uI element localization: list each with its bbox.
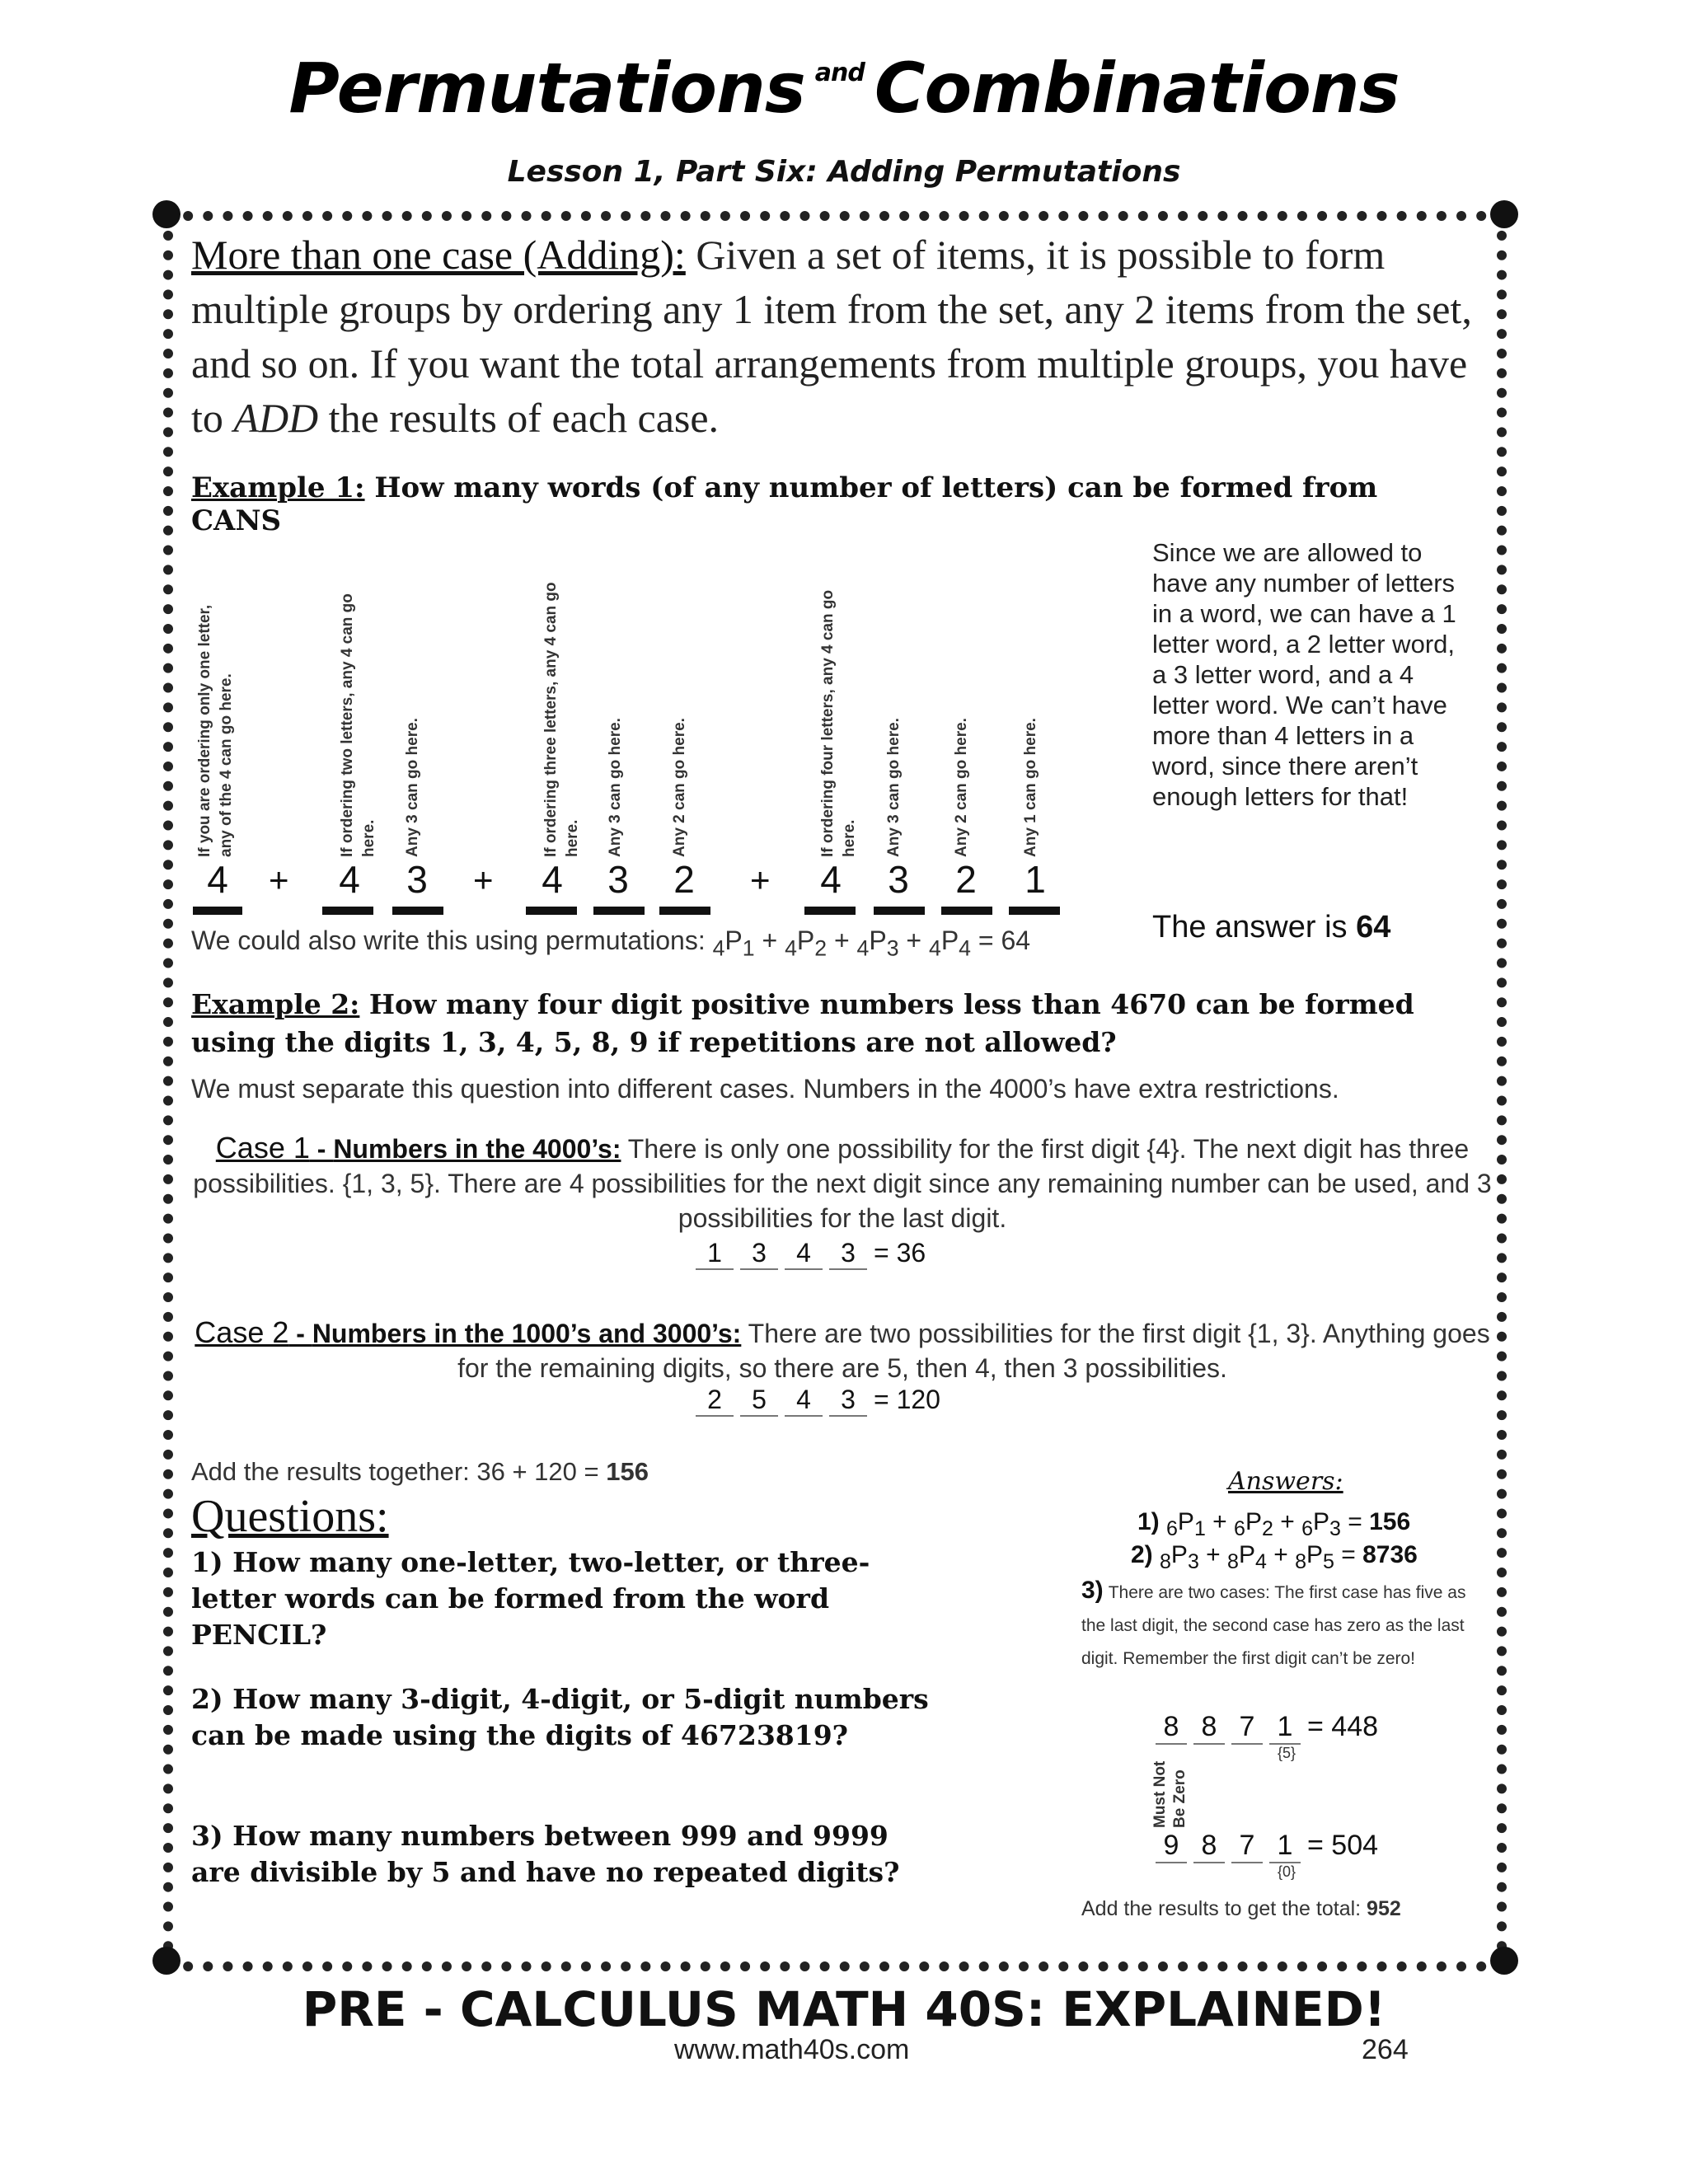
answer-number: 2) [1131,1541,1160,1568]
slot-label: Any 3 can go here. [404,718,421,857]
page-subtitle: Lesson 1, Part Six: Adding Permutations [507,155,1181,189]
slot-value: 2 [955,858,977,901]
digit-slot: 4 [785,1238,823,1270]
permutation-term: $_6P_1$ + [1166,1508,1235,1540]
intro-text-1: Given a set of items, it is possible to form multiple groups by ordering any 1 item from the set, any 2 items from the set, and so on. If you want the total arrangements from multiple groups, you have to [191,232,1472,441]
example-1-explanation: Since we are allowed to have any number of letters in a word, we can have a 1 letter word, a 2 letter word, a 3 letter word, and a 4 letter word. We can’t have more than 4 letters in a word, since there aren’t enough letters for that! [1152,538,1456,811]
add-value: 156 [606,1457,649,1486]
digit-slot: 5 [740,1385,778,1417]
question-1: 1) How many one-letter, two-letter, or three-letter words can be formed from the word PENCIL? [191,1546,870,1651]
title-left: Permutations [288,48,805,129]
example-2-question [191,986,1477,1062]
digit-slot: 3 [829,1385,867,1417]
slot-underline [659,907,710,915]
slot-value: 4 [207,858,228,901]
case-1-subtitle: Numbers in the 4000’s: [333,1134,621,1164]
answer-3 [1081,1574,1485,1675]
question-2: 2) How many 3-digit, 4-digit, or 5-digit numbers can be made using the digits of 46723819? [191,1683,929,1751]
total-prefix: Add the results to get the total: [1081,1897,1367,1920]
permutation-term: $_6P_2$ + [1234,1508,1302,1540]
slot-value: 4 [542,858,563,901]
case-1-block [191,1131,1493,1235]
intro-paragraph [191,227,1477,445]
digit-slot: 1 [1269,1711,1301,1745]
slot-label: Any 2 can go here. [671,718,688,857]
case-1-calculation [696,1238,926,1270]
case-1-dash: - [309,1134,334,1164]
frame-corner-dot [152,1947,181,1975]
case-2-text: There are two possibilities for the first digit {1, 3}. Anything goes for the remaining digits, so there are 5, then 4, then 3 possibilities. [457,1319,1490,1383]
slot-value: 3 [406,858,428,901]
page-number: 264 [1362,2034,1409,2065]
example-2-total [191,1457,649,1487]
intro-text-2: the results of each case. [318,395,720,441]
permutation-term: $_4P_3$ + [856,926,929,961]
slot-label: If ordering two letters, any 4 can go here. [339,593,377,857]
case-five-result: = 448 [1307,1711,1379,1742]
answer-1-terms [1166,1508,1370,1540]
answers-heading: Answers: [1228,1467,1343,1496]
answer-3-case-zero [1156,1830,1378,1881]
plus-sign: + [750,860,771,899]
slot-label: Any 3 can go here. [885,718,903,857]
answer-1-value: 156 [1369,1508,1411,1535]
digit-slot: 7 [1231,1711,1263,1745]
slot-label: If ordering three letters, any 4 can go here. [542,582,581,857]
answer-3-total [1081,1897,1401,1921]
slot-underline [804,907,856,915]
slot-underline [322,907,373,915]
slot-value: 3 [607,858,629,901]
case-2-calculation [696,1385,940,1417]
permutation-term: $_8P_5$ = [1295,1541,1363,1573]
frame-corner-dot [152,200,181,228]
total-value: 952 [1367,1897,1401,1920]
permutation-term: $_8P_4$ + [1227,1541,1296,1573]
slot-value: 2 [673,858,695,901]
digit-slot: 8 [1156,1711,1187,1745]
case-zero-result: = 504 [1307,1830,1379,1861]
intro-heading: More than one case (Adding): [191,232,686,278]
example-1-answer [1152,910,1390,945]
slot-value: 4 [820,858,842,901]
permutation-notation [191,926,1030,961]
page-title [0,48,1688,129]
example-2-text: How many four digit positive numbers less than 4670 can be formed using the digits 1, 3, 4, 5, 8, 9 if repetitions are not allowed? [191,988,1414,1058]
example-2-label: Example 2: [191,988,360,1020]
permutation-term: $_4P_1$ + [712,926,785,961]
digit-slot: 8 [1193,1711,1225,1745]
answer-prefix: The answer is [1152,910,1357,944]
digit-slot: 1 [696,1238,734,1270]
title-right: Combinations [874,48,1400,129]
slot-diagram [186,544,1126,931]
case-2-result: = 120 [874,1385,940,1414]
example-1-text: How many words (of any number of letters) can be formed from CANS [191,471,1378,537]
permutation-term: $_6P_3$ = [1301,1508,1370,1540]
digit-slot: 4 [785,1385,823,1417]
case-2-block [191,1315,1493,1385]
slot-underline [1009,907,1060,915]
case-2-subtitle: Numbers in the 1000’s and 3000’s: [312,1319,742,1348]
slot-underline [593,907,645,915]
intro-emphasis: ADD [233,395,319,441]
case-1-label: Case 1 [215,1131,310,1165]
must-not-be-zero-label: Must Not Be Zero [1151,1760,1189,1828]
answer-2-terms [1160,1541,1363,1573]
example-1-question [191,471,1477,537]
slot-label: Any 3 can go here. [607,718,624,857]
slot-label: If ordering four letters, any 4 can go here. [819,589,858,857]
permutation-term: $_8P_3$ + [1160,1541,1228,1573]
footer-brand: PRE - CALCULUS MATH 40S: EXPLAINED! [302,1981,1386,2037]
digit-slot: 3 [829,1238,867,1270]
questions-heading: Questions: [191,1491,389,1542]
add-prefix: Add the results together: 36 + 120 = [191,1457,607,1486]
slot-underline [526,907,577,915]
answer-number: 1) [1137,1508,1167,1535]
slot-value: 3 [888,858,909,901]
slot-underline [193,907,242,915]
digit-slot: 9 [1156,1830,1187,1863]
case-1-result: = 36 [874,1238,926,1268]
example-1-label: Example 1: [191,471,365,504]
digit-slot: 2 [696,1385,734,1417]
plus-sign: + [269,860,289,899]
slot-underline [874,907,925,915]
digit-slot: 8 [1193,1830,1225,1863]
answer-2 [1131,1541,1418,1574]
footer-website: www.math40s.com [674,2034,910,2065]
slot-label: Any 2 can go here. [953,718,970,857]
answer-3-text: There are two cases: The first case has five as the last digit, the second case has zero as the last digit. Remember the first digit can’t be zero! [1081,1583,1466,1668]
answer-1 [1137,1508,1410,1541]
permutation-term: $_4P_2$ + [785,926,857,961]
restriction-note: {5} [1278,1745,1296,1761]
digit-slot: 7 [1231,1830,1263,1863]
slot-underline [392,907,443,915]
plus-sign: + [473,860,494,899]
case-2-label: Case 2 [195,1315,289,1349]
perm-terms [712,926,1031,961]
permutation-term: $_4P_4 = 64$ [929,926,1031,961]
frame-corner-dot [1490,200,1518,228]
perm-prefix: We could also write this using permutations: [191,926,713,955]
slot-underline [941,907,992,915]
digit-slot: 1 [1269,1830,1301,1863]
digit-slot: 3 [740,1238,778,1270]
example-2-separation-note: We must separate this question into different cases. Numbers in the 4000’s have extra restrictions. [191,1074,1339,1104]
slot-label: If you are ordering only one letter, any of the 4 can go here. [196,604,235,857]
restriction-note: {0} [1278,1863,1296,1880]
answer-value: 64 [1356,910,1391,944]
title-and: and [814,59,865,87]
frame-corner-dot [1490,1947,1518,1975]
answer-number: 3) [1081,1577,1104,1604]
slot-label: Any 1 can go here. [1022,718,1039,857]
slot-value: 4 [339,858,360,901]
case-1-text: There is only one possibility for the first digit {4}. The next digit has three possibilities. {1, 3, 5}. There are 4 possibilities for the next digit since any remaining number can be used, and 3 possibilities for the last digit. [193,1134,1492,1233]
answer-2-value: 8736 [1362,1541,1418,1568]
question-3: 3) How many numbers between 999 and 9999 are divisible by 5 and have no repeated digits? [191,1820,900,1888]
case-2-dash: - [288,1319,312,1348]
slot-value: 1 [1025,858,1046,901]
